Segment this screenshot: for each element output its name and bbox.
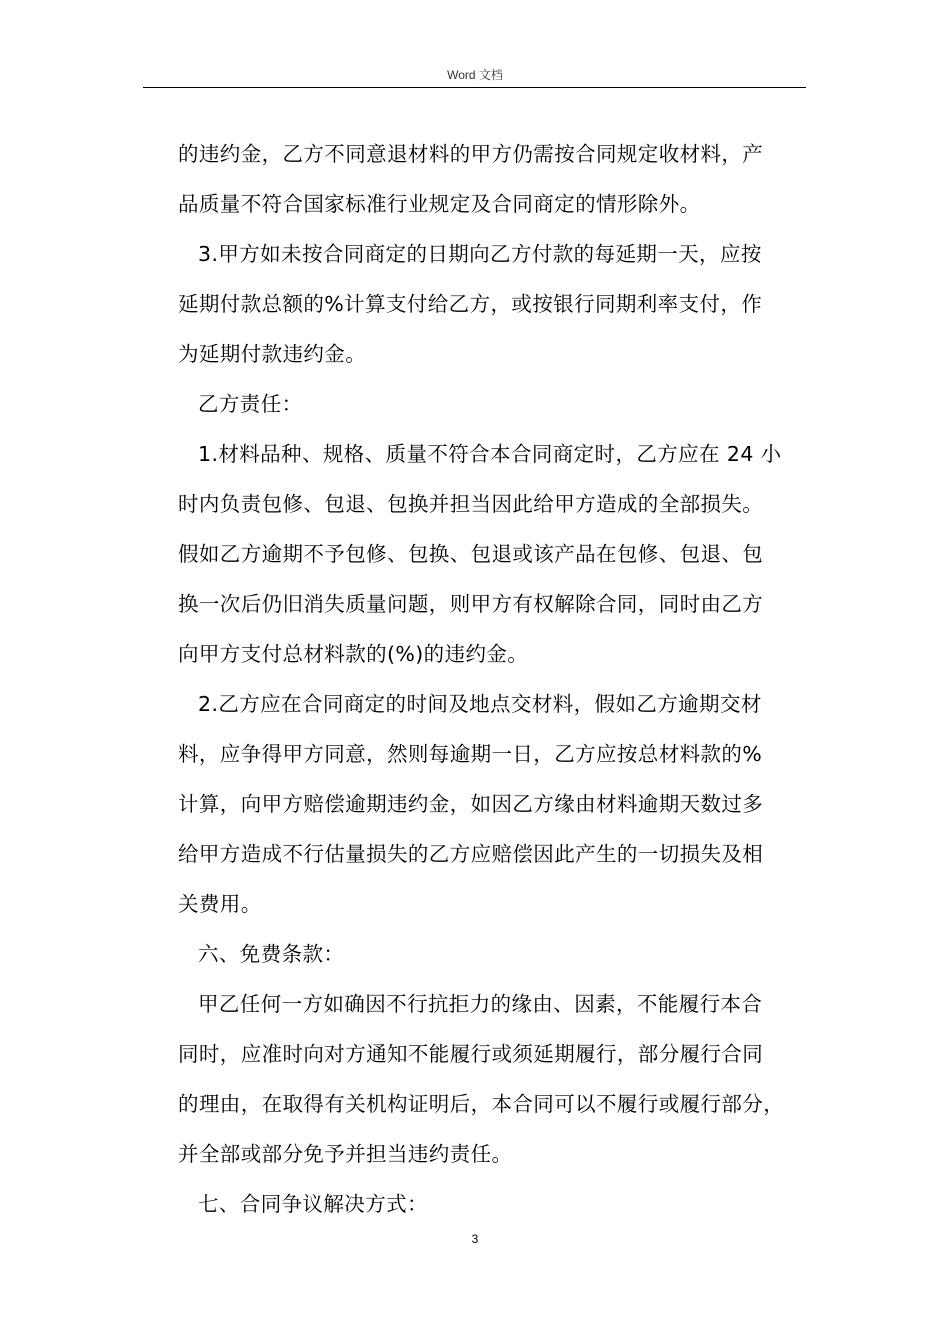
text-line: 并全部或部分免予并担当违约责任。 [178,1142,513,1166]
paragraph [178,129,818,229]
text-line: 为延期付款违约金。 [178,342,367,366]
text-line: 同时，应准时向对方通知不能履行或须延期履行，部分履行合同 [178,1042,764,1066]
text-line: 假如乙方逾期不予包修、包换、包退或该产品在包修、包退、包 [178,542,764,566]
text-line: 3.甲方如未按合同商定的日期向乙方付款的每延期一天，应按 [198,242,762,266]
paragraph [178,979,818,1179]
text-line: 2.乙方应在合同商定的时间及地点交材料，假如乙方逾期交材 [198,692,762,716]
text-line: 给甲方造成不行估量损失的乙方应赔偿因此产生的一切损失及相 [178,842,764,866]
paragraph [178,229,818,379]
paragraph [178,679,818,929]
text-line: 甲乙任何一方如确因不行抗拒力的缘由、因素，不能履行本合 [198,992,763,1016]
text-line: 1.材料品种、规格、质量不符合本合同商定时，乙方应在 24 小 [198,442,782,466]
text-line: 乙方责任： [198,392,303,416]
text-line: 的违约金，乙方不同意退材料的甲方仍需按合同规定收材料，产 [178,142,764,166]
header-divider [143,87,806,88]
paragraph [178,1179,818,1229]
text-line: 六、免费条款： [198,942,345,966]
text-line: 延期付款总额的%计算支付给乙方，或按银行同期利率支付，作 [178,292,763,316]
paragraph [178,429,818,679]
document-body [178,129,818,1229]
text-line: 品质量不符合国家标准行业规定及合同商定的情形除外。 [178,192,701,216]
text-line: 关费用。 [178,892,262,916]
text-line: 时内负责包修、包退、包换并担当因此给甲方造成的全部损失。 [178,492,764,516]
text-line: 七、合同争议解决方式： [198,1192,428,1216]
page-number: 3 [471,1232,479,1246]
text-line: 计算，向甲方赔偿逾期违约金，如因乙方缘由材料逾期天数过多 [178,792,764,816]
text-line: 的理由，在取得有关机构证明后，本合同可以不履行或履行部分， [178,1092,785,1116]
text-line: 料，应争得甲方同意，然则每逾期一日，乙方应按总材料款的% [178,742,763,766]
text-line: 向甲方支付总材料款的(%)的违约金。 [178,642,529,666]
document-header-title: Word 文档 [447,68,503,82]
text-line: 换一次后仍旧消失质量问题，则甲方有权解除合同，同时由乙方 [178,592,764,616]
paragraph [178,379,818,429]
paragraph [178,929,818,979]
